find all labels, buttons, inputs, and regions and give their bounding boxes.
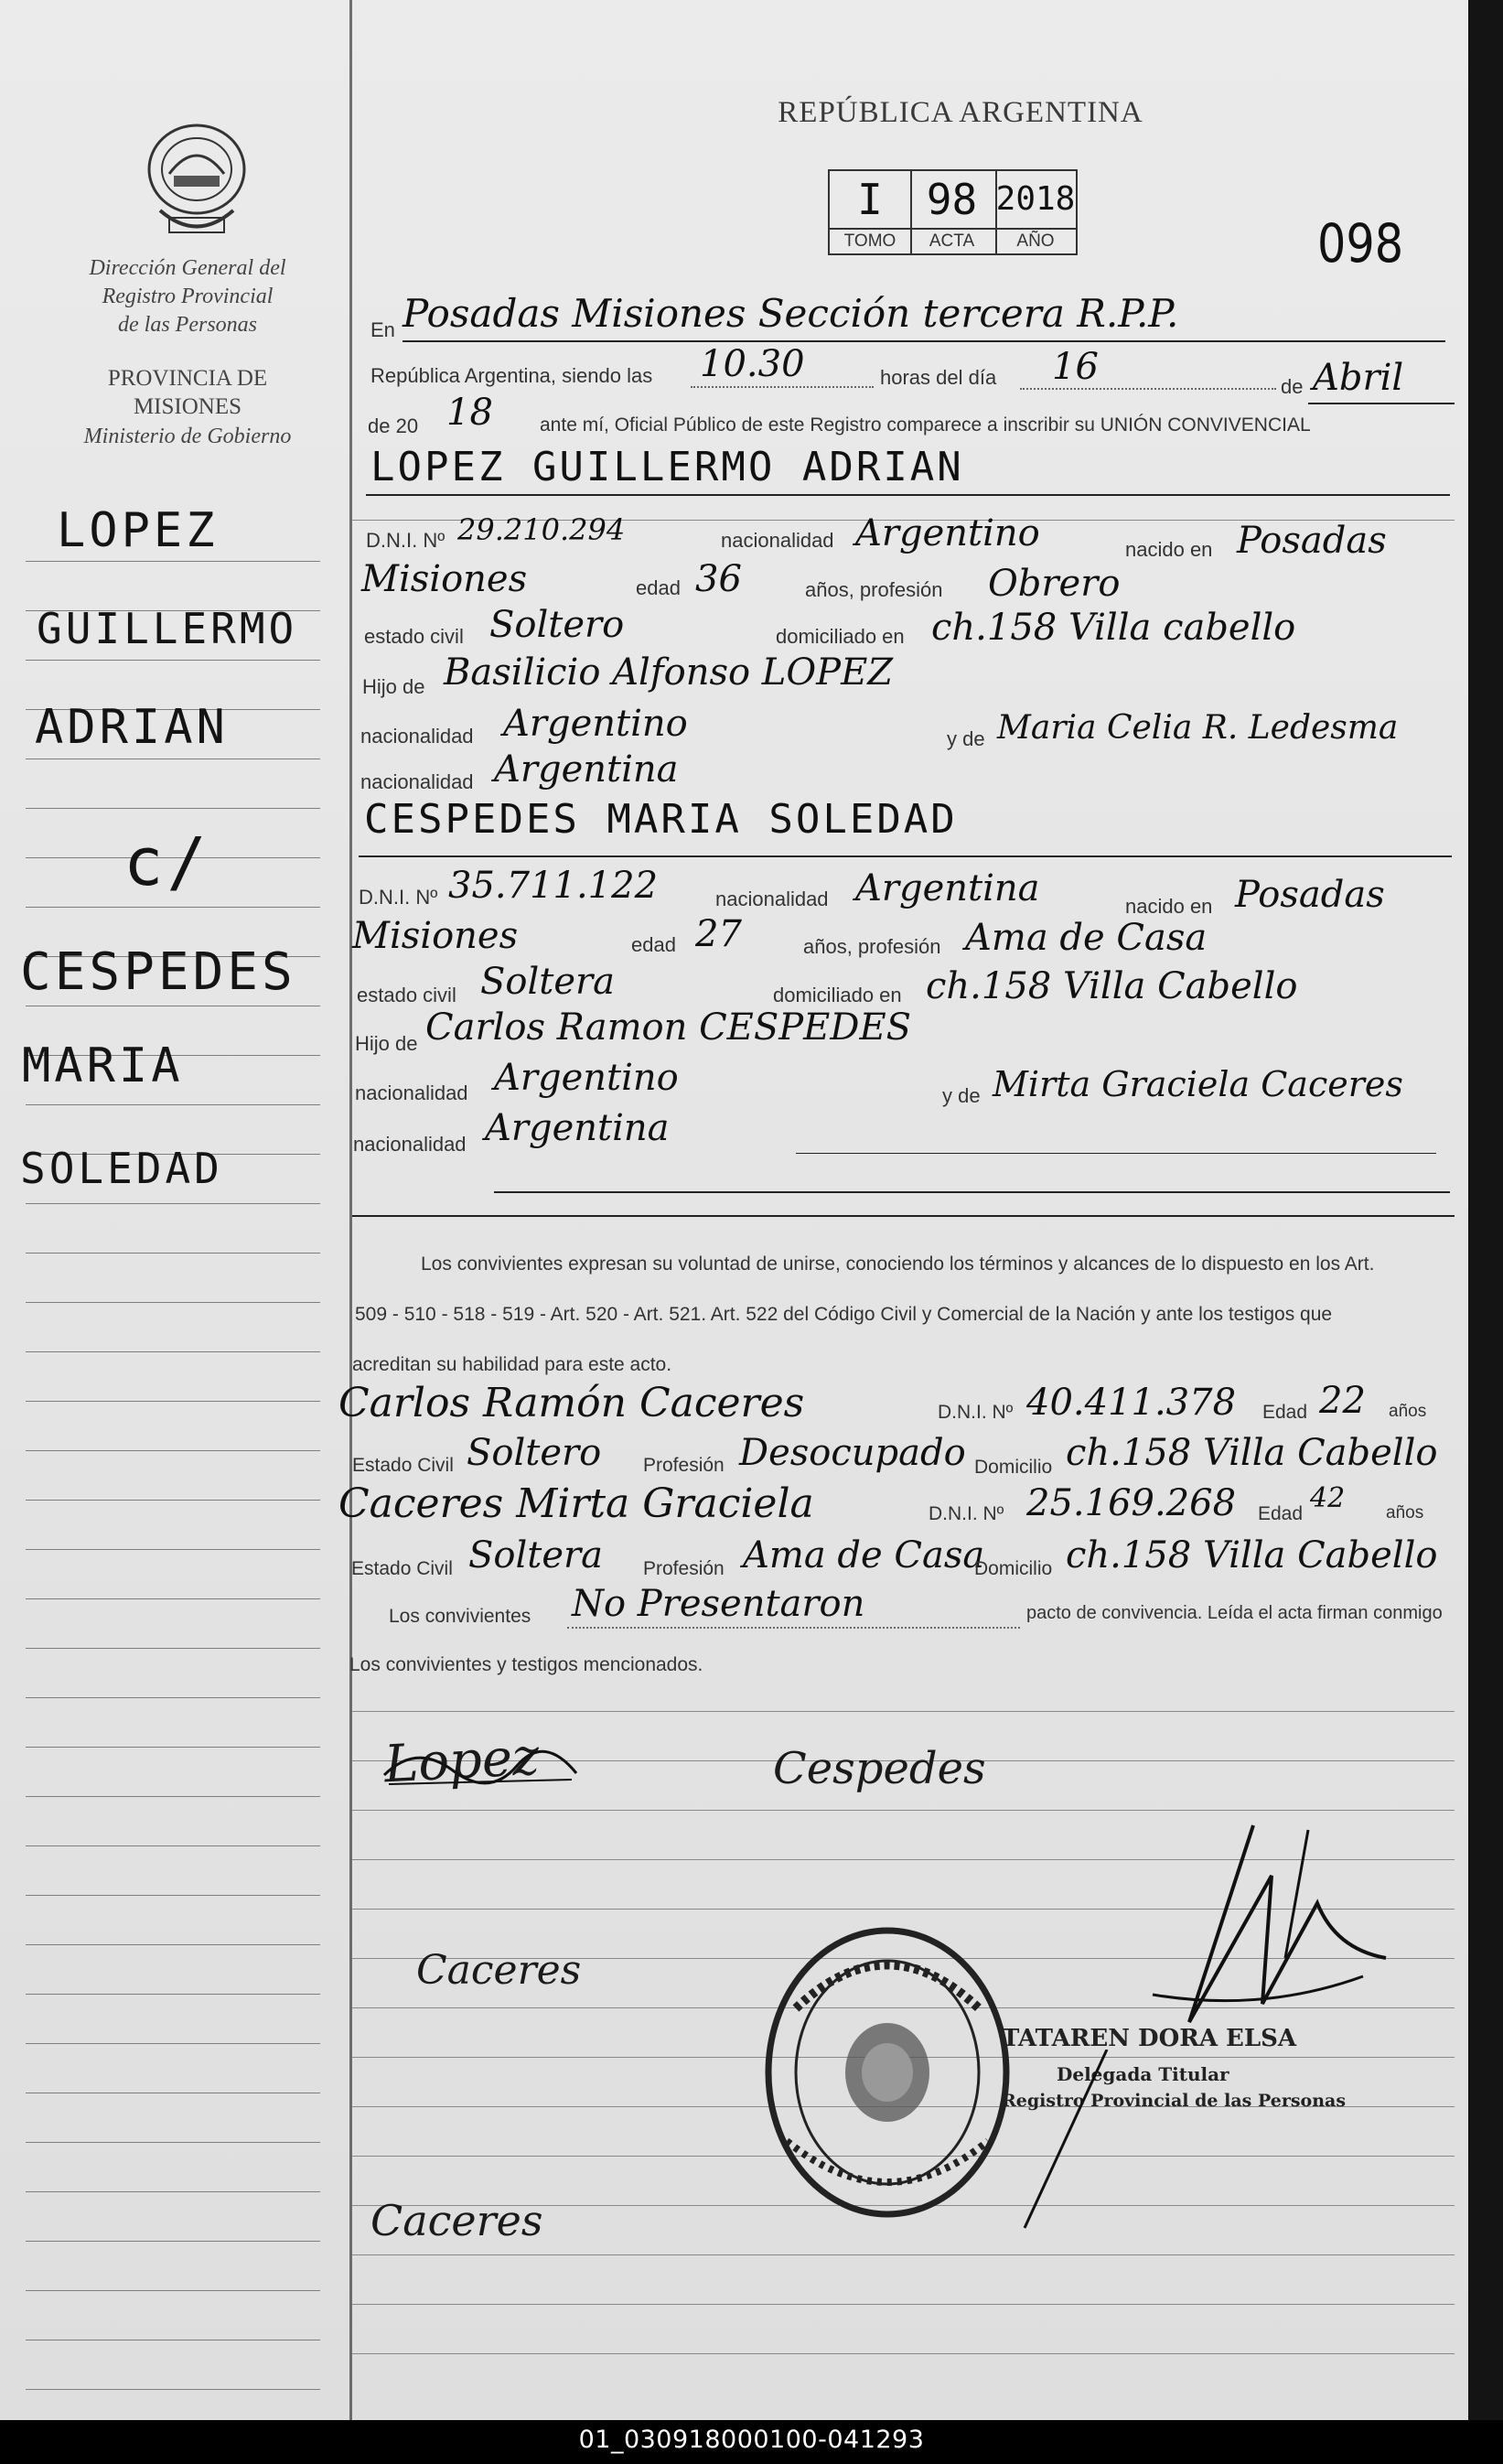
p2-nacpadre: Argentino (494, 1057, 679, 1099)
margin-ruled-line (26, 1253, 320, 1254)
siendo-label: República Argentina, siendo las (370, 364, 653, 387)
left-name-adrian: ADRIAN (35, 700, 229, 755)
margin-ruled-line (26, 907, 320, 908)
signature-lopez-strokes-icon (380, 1738, 581, 1802)
p2-yde-label: y de (942, 1084, 981, 1107)
closing-line-a (494, 1191, 1450, 1193)
p1-civil-label: estado civil (364, 625, 464, 648)
tomo-label: TOMO (830, 228, 910, 253)
p2-civil-label: estado civil (357, 984, 456, 1006)
p1-dni-value: 29.210.294 (457, 512, 626, 547)
t1-dni: 40.411.378 (1026, 1382, 1237, 1424)
signature-cespedes: Cespedes (773, 1743, 986, 1794)
left-name-maria: MARIA (22, 1038, 184, 1093)
p1-dom-label: domiciliado en (776, 625, 905, 648)
margin-ruled-line (26, 1994, 320, 1995)
p2-hijo-label: Hijo de (355, 1032, 418, 1055)
t1-edad-label: Edad (1262, 1402, 1308, 1423)
margin-ruled-line (26, 2043, 320, 2044)
p1-nacido-1: Posadas (1237, 520, 1387, 562)
anio-corto-value: 18 (446, 392, 493, 434)
left-name-soledad: SOLEDAD (20, 1144, 223, 1193)
signature-ruled-line (352, 2254, 1455, 2255)
p2-nac-label: nacionalidad (715, 888, 829, 910)
margin-ruled-line (26, 2241, 320, 2242)
left-name-lopez: LOPEZ (57, 503, 219, 558)
direccion-caption (37, 254, 338, 339)
t2-prof: Ama de Casa (743, 1534, 985, 1576)
t1-civil-label: Estado Civil (352, 1455, 454, 1476)
p1-civil-value: Soltero (489, 604, 625, 646)
signature-ruled-line (352, 1810, 1455, 1811)
direccion-line-3: de las Personas (118, 313, 257, 337)
margin-ruled-line (26, 2389, 320, 2390)
margin-ruled-line (26, 1895, 320, 1896)
p2-dom-value: ch.158 Villa Cabello (926, 965, 1298, 1007)
persona2-nombre: CESPEDES MARIA SOLEDAD (364, 796, 958, 843)
margin-ruled-line (26, 1401, 320, 1402)
acta-value: 98 (926, 175, 978, 224)
p2-madre: Mirta Graciela Caceres (993, 1064, 1403, 1104)
t2-prof-label: Profesión (643, 1558, 725, 1579)
p1-padre: Basilicio Alfonso LOPEZ (444, 651, 894, 694)
binding-edge (1468, 0, 1503, 2420)
signature-caceres-2: Caceres (370, 2196, 543, 2245)
stamp-office: Registro Provincial de las Personas (1002, 2091, 1347, 2111)
t1-dom-label: Domicilio (974, 1457, 1053, 1478)
pacto-tail: pacto de convivencia. Leída el acta firman conmigo (1026, 1603, 1443, 1623)
left-name-cespedes: CESPEDES (20, 942, 296, 1002)
margin-ruled-line (26, 2142, 320, 2143)
p1-hijo-label: Hijo de (362, 675, 425, 698)
p1-nacmadre: Argentina (494, 748, 679, 791)
margin-ruled-line (26, 1549, 320, 1550)
margin-ruled-line (26, 1747, 320, 1748)
acta-box (908, 169, 997, 255)
p1-nacido-2: Misiones (361, 558, 528, 600)
stamp-role: Delegada Titular (1057, 2063, 1229, 2085)
margin-ruled-line (26, 660, 320, 661)
t2-nombre: Caceres Mirta Graciela (338, 1480, 814, 1527)
p2-profesion: Ama de Casa (965, 917, 1208, 959)
pacto-label: Los convivientes (389, 1606, 531, 1627)
p2-nacmadre: Argentina (485, 1107, 670, 1149)
acta-label: ACTA (908, 228, 995, 253)
anio-value: 2018 (995, 180, 1076, 218)
p1-nacido-label: nacido en (1125, 538, 1213, 561)
mes-value: Abril (1313, 357, 1404, 399)
pacto-dots (567, 1627, 1020, 1629)
persona1-nombre: LOPEZ GUILLERMO ADRIAN (370, 444, 964, 490)
p2-nacido-2: Misiones (352, 915, 519, 957)
t1-prof-label: Profesión (643, 1455, 725, 1476)
t2-edad-label: Edad (1258, 1503, 1304, 1524)
p1-yde-label: y de (947, 727, 985, 750)
margin-ruled-line (26, 1944, 320, 1945)
provincia-line-1: PROVINCIA DE (107, 366, 268, 391)
signature-lopez: Lopez (382, 1727, 541, 1795)
anio-label: AÑO (995, 228, 1076, 253)
p1-edad-value: 36 (695, 558, 742, 600)
signature-ruled-line (352, 1711, 1455, 1712)
p1-dom-value: ch.158 Villa cabello (931, 607, 1296, 649)
paragraph-line-3: acreditan su habilidad para este acto. (352, 1354, 672, 1375)
p1-madre: Maria Celia R. Ledesma (997, 709, 1399, 747)
hora-dots (691, 386, 874, 388)
margin-ruled-line (26, 1648, 320, 1649)
persona1-nombre-line (366, 494, 1450, 496)
ministerio-caption: Ministerio de Gobierno (83, 425, 292, 448)
mes-line (1308, 403, 1455, 404)
margin-ruled-line (26, 561, 320, 562)
dia-value: 16 (1052, 346, 1099, 388)
t2-civil-label: Estado Civil (351, 1558, 453, 1579)
p2-nacido-label: nacido en (1125, 895, 1213, 918)
stamp-name: TATAREN DORA ELSA (1002, 2025, 1297, 2052)
en-label: En (370, 318, 395, 341)
provincia-line-2: MISIONES (133, 394, 242, 419)
margin-ruled-line (26, 1796, 320, 1797)
left-name-guillermo: GUILLERMO (37, 604, 298, 653)
t2-edad: 42 (1310, 1482, 1346, 1514)
dia-dots (1020, 388, 1276, 390)
p1-dni-label: D.N.I. Nº (366, 529, 446, 552)
margin-ruled-line (26, 1500, 320, 1501)
p1-edad-label: edad (636, 576, 681, 599)
left-name-contra: c/ (123, 823, 210, 900)
p2-dni-label: D.N.I. Nº (359, 886, 438, 909)
t2-dom-label: Domicilio (974, 1558, 1053, 1579)
margin-ruled-line (26, 1697, 320, 1698)
margin-ruled-line (26, 1351, 320, 1352)
margin-ruled-line (26, 2191, 320, 2192)
p1-nac-label: nacionalidad (721, 529, 834, 552)
t1-anos-label: años (1389, 1402, 1427, 1421)
t1-civil: Soltero (467, 1432, 602, 1474)
margin-ruled-line (26, 1598, 320, 1599)
t2-dni-label: D.N.I. Nº (929, 1503, 1004, 1524)
anio-box (995, 169, 1078, 255)
t1-edad: 22 (1319, 1380, 1366, 1422)
hora-value: 10.30 (700, 343, 805, 385)
margin-ruled-line (26, 808, 320, 809)
p1-nacpadre: Argentino (503, 703, 688, 745)
horas-label: horas del día (880, 366, 997, 389)
provincia-caption (37, 364, 338, 421)
margin-ruled-line (26, 1104, 320, 1105)
tomo-value: I (857, 175, 883, 224)
p2-edad-value: 27 (695, 913, 742, 955)
footer-code: 01_030918000100-041293 (578, 2426, 925, 2454)
de-label: de (1281, 375, 1304, 398)
p2-padre: Carlos Ramon CESPEDES (425, 1006, 912, 1049)
margin-ruled-line (26, 1450, 320, 1451)
t2-civil: Soltera (468, 1534, 603, 1576)
p2-nacpadre-label: nacionalidad (355, 1081, 468, 1104)
p2-nacmadre-label: nacionalidad (353, 1133, 467, 1156)
margin-ruled-line (26, 1302, 320, 1303)
t1-nombre: Carlos Ramón Caceres (338, 1380, 805, 1426)
ante-label: ante mí, Oficial Público de este Registro comparece a inscribir su UNIÓN CONVIVENCIAL (540, 414, 1311, 436)
place-line (403, 340, 1445, 342)
p2-nac-value: Argentina (855, 867, 1040, 909)
margin-ruled-line (26, 2290, 320, 2291)
closing-line-b (352, 1215, 1455, 1217)
signature-ruled-line (352, 2304, 1455, 2305)
paragraph-line-1: Los convivientes expresan su voluntad de unirse, conociendo los términos y alcances de lo dispuesto en los Art. (421, 1254, 1375, 1275)
t2-dom: ch.158 Villa Cabello (1066, 1534, 1438, 1576)
p2-anos-label: años, profesión (803, 935, 941, 958)
p2-dom-label: domiciliado en (773, 984, 902, 1006)
t2-dni: 25.169.268 (1026, 1482, 1237, 1524)
signature-ruled-line (352, 2353, 1455, 2354)
p1-nacmadre-label: nacionalidad (360, 770, 474, 793)
t2-anos-label: años (1386, 1503, 1424, 1523)
margin-ruled-line (26, 1203, 320, 1204)
t1-dni-label: D.N.I. Nº (938, 1402, 1014, 1423)
p2-nacido-1: Posadas (1235, 874, 1385, 916)
pacto-value: No Presentaron (572, 1583, 865, 1625)
persona2-nombre-line (359, 855, 1452, 857)
provincial-seal-icon (142, 119, 252, 247)
direccion-line-2: Registro Provincial (102, 285, 274, 308)
t1-prof: Desocupado (739, 1432, 966, 1474)
margin-ruled-line (26, 1845, 320, 1846)
p1-nac-value: Argentino (855, 512, 1040, 554)
p2-nacmadre-line (796, 1153, 1436, 1154)
p1-anos-label: años, profesión (805, 578, 943, 601)
de20-label: de 20 (368, 414, 419, 437)
p2-dni-value: 35.711.122 (448, 865, 659, 907)
p1-profesion: Obrero (988, 563, 1121, 605)
p2-edad-label: edad (631, 933, 676, 956)
paragraph-line-2: 509 - 510 - 518 - 519 - Art. 520 - Art. 521. Art. 522 del Código Civil y Comercial de la Nación y ante los testigos que (355, 1304, 1333, 1325)
official-round-stamp-icon (759, 1921, 1015, 2223)
signature-tail-icon (1015, 2050, 1116, 2233)
republic-header: REPÚBLICA ARGENTINA (778, 96, 1143, 129)
tomo-box (828, 169, 912, 255)
place-value: Posadas Misiones Sección tercera R.P.P. (403, 291, 1179, 336)
t1-dom: ch.158 Villa Cabello (1066, 1432, 1438, 1474)
page-number: 098 (1317, 212, 1404, 274)
p1-nacpadre-label: nacionalidad (360, 725, 474, 748)
p2-civil-value: Soltera (480, 961, 615, 1003)
closing-text: Los convivientes y testigos mencionados. (349, 1654, 703, 1675)
official-signature-icon (1125, 1821, 1400, 2040)
signature-caceres-1: Caceres (416, 1947, 582, 1994)
direccion-line-1: Dirección General del (89, 256, 286, 280)
